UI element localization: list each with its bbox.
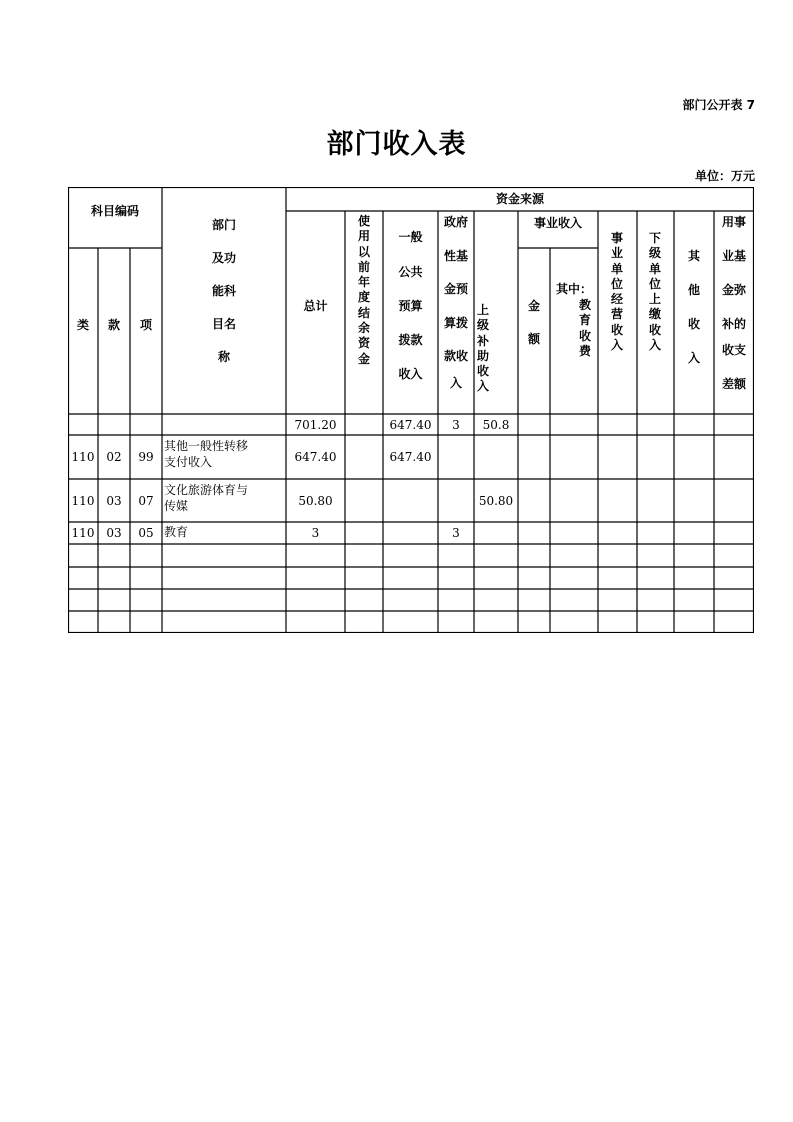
gov-fund-header-line-3: 金预	[443, 282, 468, 296]
other-header-c: 收	[687, 317, 700, 331]
gov-fund-header-line-6: 入	[449, 376, 462, 390]
general-header-line-4: 拨款	[398, 333, 423, 347]
row-3-name: 教育	[164, 525, 189, 539]
business-income-header: 事业单位经营收入	[610, 231, 623, 353]
row-2-lei: 110	[71, 494, 95, 508]
dept-header-line-3: 能科	[211, 284, 236, 298]
form-tag: 部门公开表 7	[682, 98, 755, 112]
sub-unit-income-header: 下级单位上缴收入	[648, 231, 661, 353]
career-income-header: 事业收入	[533, 216, 582, 230]
page-title: 部门收入表	[326, 129, 467, 160]
row-2-total: 50.80	[298, 494, 333, 508]
code-group-header: 科目编码	[90, 204, 139, 218]
row-2-name-line-1: 文化旅游体育与	[164, 483, 249, 497]
other-header-a: 其	[687, 249, 700, 263]
gov-fund-header-line-2: 性基	[443, 249, 468, 263]
row-1-name-line-2: 支付收入	[164, 455, 213, 469]
fund-source-header: 资金来源	[495, 192, 544, 206]
row-3-total: 3	[311, 526, 320, 540]
row-2-kuan: 03	[106, 494, 122, 508]
other-header-b: 他	[687, 283, 700, 297]
row-3-lei: 110	[71, 526, 95, 540]
gov-fund-header-line-1: 政府	[443, 215, 468, 229]
amount-header-a: 金	[527, 299, 540, 313]
general-header-line-3: 预算	[398, 299, 423, 313]
summary-gov-fund: 3	[452, 418, 460, 432]
of-which-header: 其中：	[555, 282, 592, 296]
reserve-header-line-6: 差额	[721, 377, 746, 391]
income-table	[68, 187, 754, 633]
unit-label: 单位：万元	[694, 169, 755, 183]
total-header: 总计	[303, 299, 328, 313]
gov-fund-header-line-4: 算拨	[443, 316, 468, 330]
lei-header: 类	[76, 318, 89, 332]
row-3-xiang: 05	[138, 526, 154, 540]
row-1-xiang: 99	[138, 450, 154, 464]
amount-header-b: 额	[527, 332, 540, 346]
row-1-name-line-1: 其他一般性转移	[164, 439, 249, 453]
dept-header-line-2: 及功	[211, 251, 236, 265]
row-1-total: 647.40	[294, 450, 337, 464]
gov-fund-header-line-5: 款收	[443, 349, 468, 363]
dept-header-line-1: 部门	[211, 218, 236, 232]
prior-balance-header: 使用以前年度结余资金	[357, 214, 370, 366]
higher-subsidy-header: 上级补助收入	[476, 303, 489, 394]
dept-header-line-5: 称	[217, 350, 230, 364]
row-3-gov-fund: 3	[452, 526, 460, 540]
edu-fee-header: 教育收费	[578, 298, 591, 358]
summary-higher: 50.8	[482, 418, 510, 432]
general-header-line-5: 收入	[398, 367, 423, 381]
summary-general: 647.40	[389, 418, 432, 432]
kuan-header: 款	[107, 318, 120, 332]
row-2-name-line-2: 传媒	[164, 499, 189, 513]
row-2-xiang: 07	[138, 494, 154, 508]
row-1-general: 647.40	[389, 450, 432, 464]
reserve-header-line-2: 业基	[721, 249, 746, 263]
reserve-header-line-3: 金弥	[721, 283, 746, 297]
xiang-header: 项	[139, 318, 152, 332]
dept-header-line-4: 目名	[211, 317, 236, 331]
general-header-line-1: 一般	[398, 230, 423, 244]
row-1-kuan: 02	[106, 450, 122, 464]
row-2-higher: 50.80	[478, 494, 514, 508]
reserve-header-line-1: 用事	[721, 215, 746, 229]
row-1-lei: 110	[71, 450, 95, 464]
row-3-kuan: 03	[106, 526, 122, 540]
reserve-header-line-5: 收支	[721, 343, 746, 357]
other-header-d: 入	[687, 351, 700, 365]
reserve-header-line-4: 补的	[721, 317, 746, 331]
general-header-line-2: 公共	[398, 265, 423, 279]
summary-total: 701.20	[294, 418, 337, 432]
